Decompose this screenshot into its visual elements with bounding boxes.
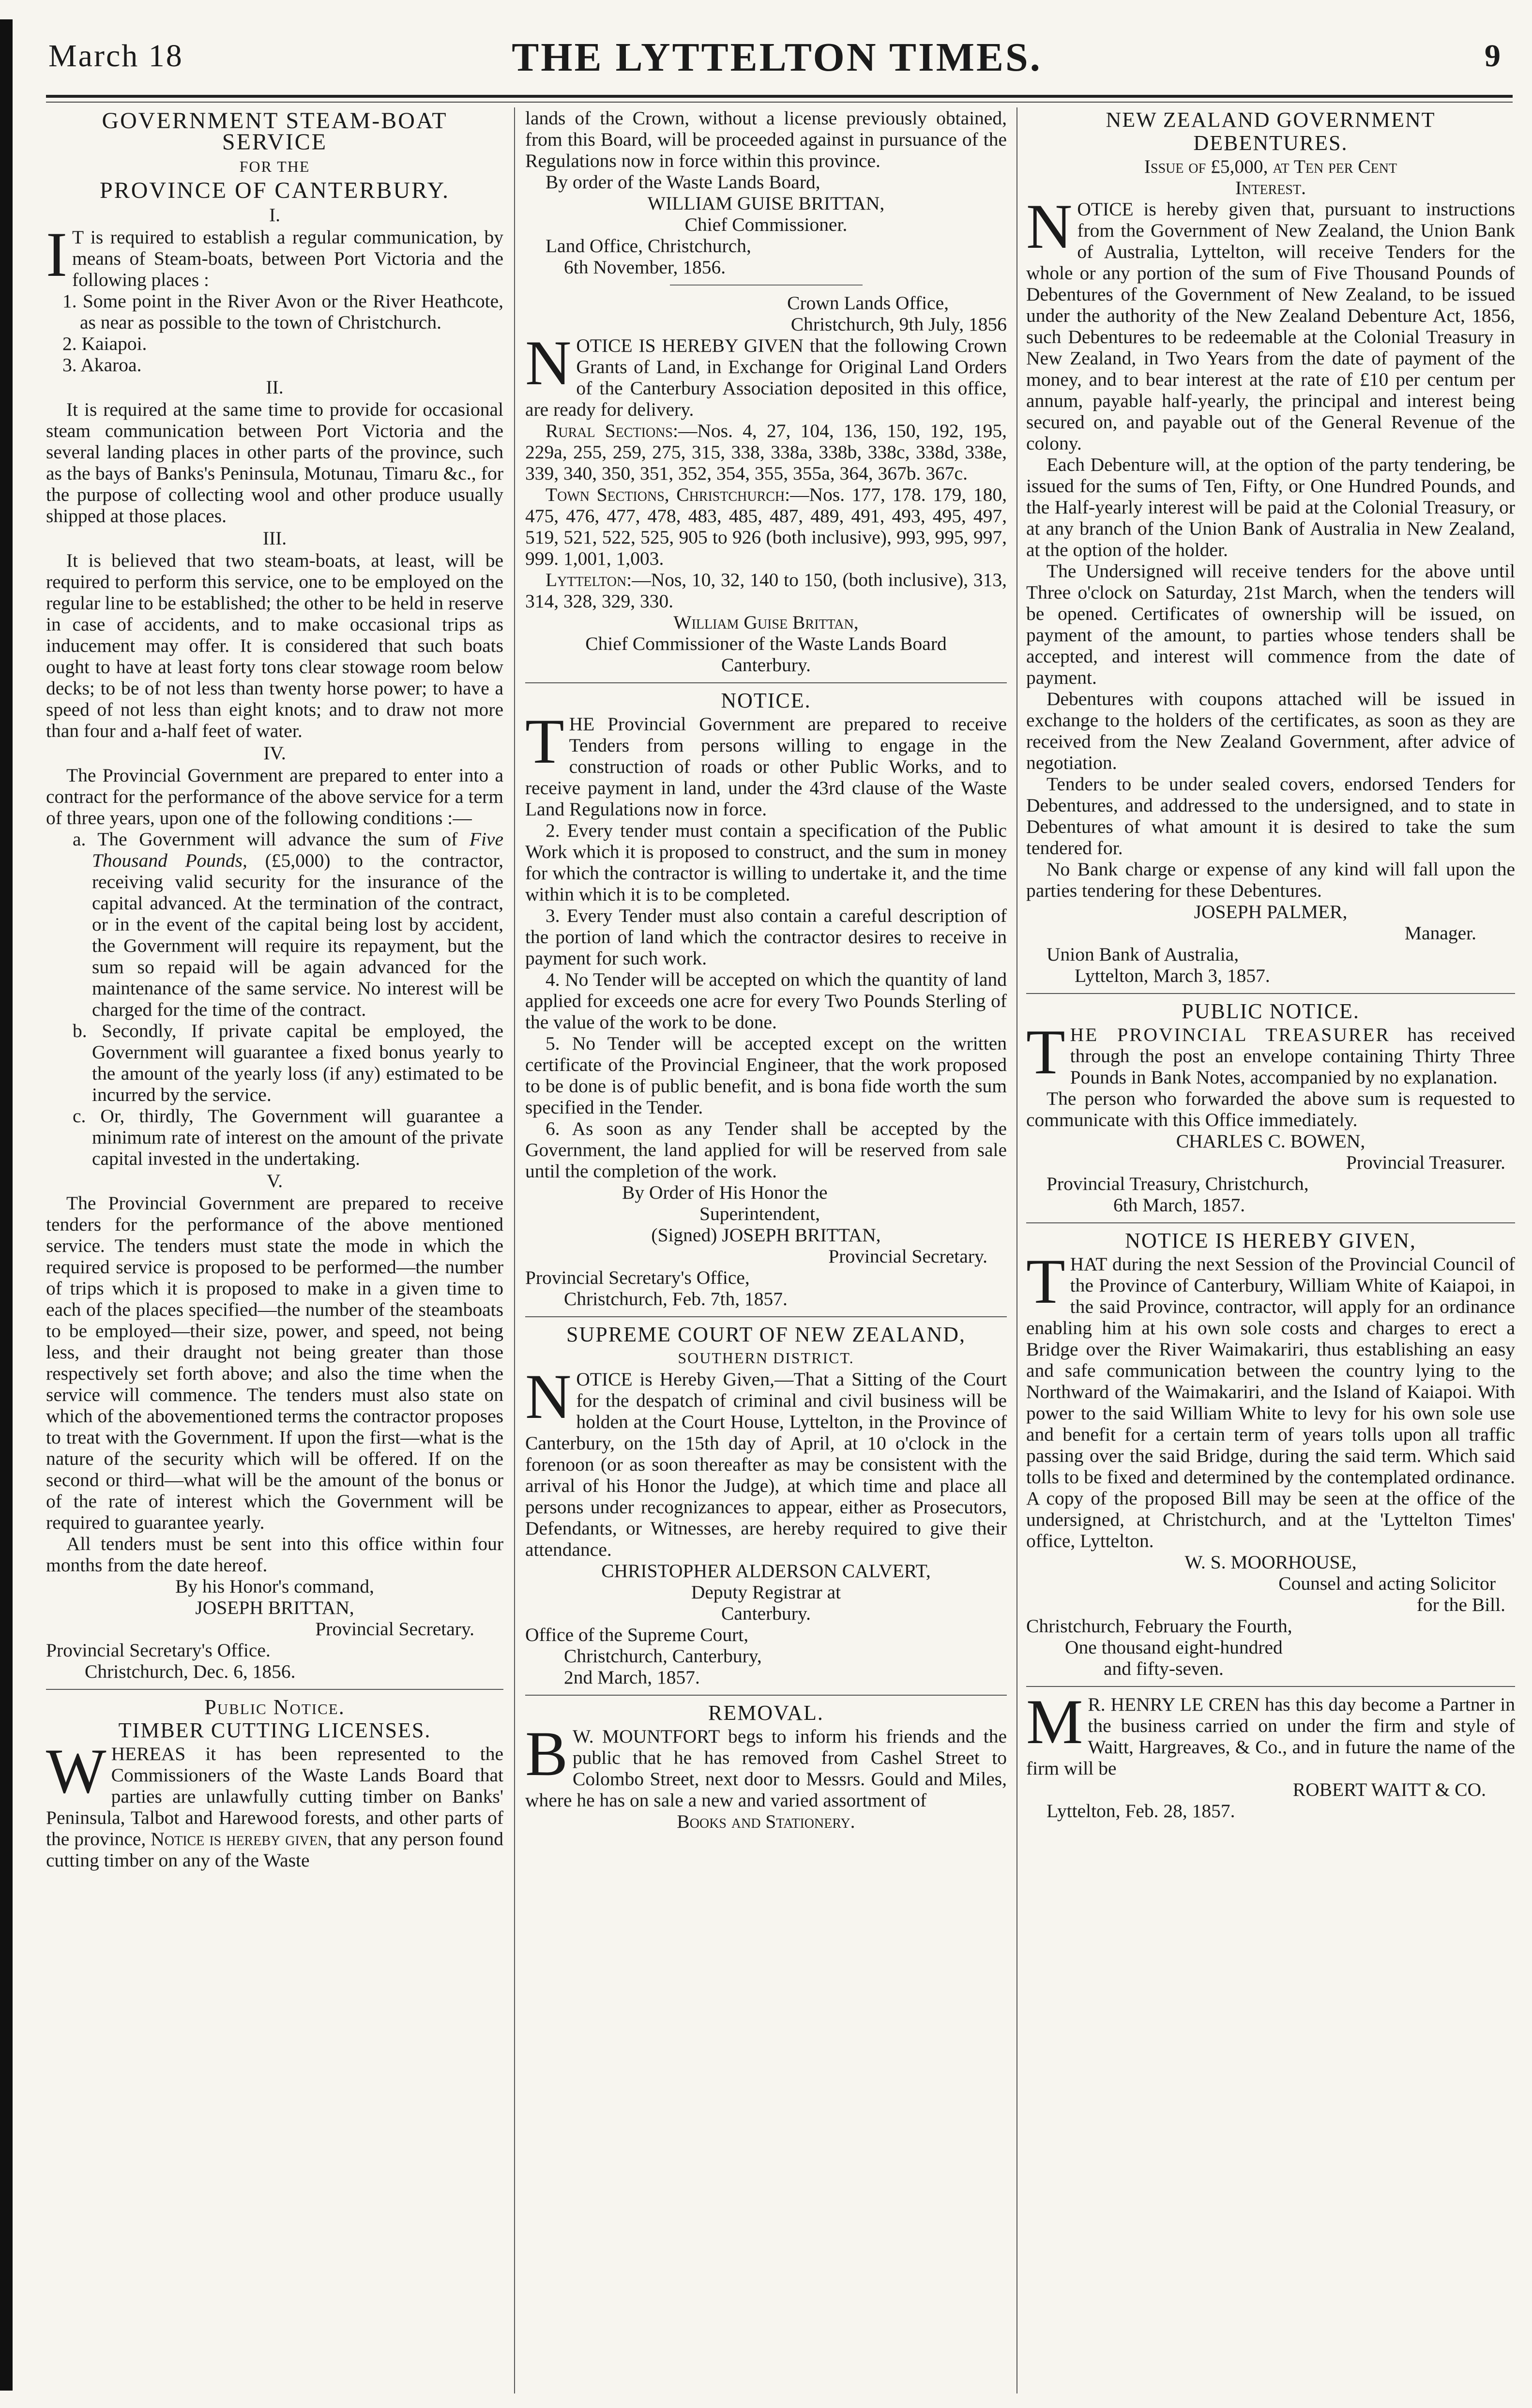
date-line: and fifty-seven. bbox=[1104, 1658, 1224, 1679]
section-number: I. bbox=[269, 204, 281, 226]
signer-title: Provincial Secretary. bbox=[315, 1618, 474, 1640]
paragraph: 6. As soon as any Tender shall be accepted by the Government, the land applied for will be reserved from sale until the completion of the work. bbox=[525, 1118, 1007, 1182]
column-3 bbox=[1026, 107, 1515, 2398]
firm-name: ROBERT WAITT & CO. bbox=[1292, 1779, 1486, 1800]
signer-name: WILLIAM GUISE BRITTAN, bbox=[647, 193, 885, 214]
notice-separator bbox=[525, 682, 1007, 683]
date-line: One thousand eight-hundred bbox=[1065, 1637, 1283, 1658]
section-numbers: :—Nos. 177, 178. 179, 180, 475, 476, 477, 478, 483, 485, 487, 489, 491, 493, 495, 497, 519, 521, 522, 525, 905 to 926 (both inclusive), 993, 995, 997, 999. 1,001, 1,003. bbox=[525, 484, 1007, 569]
town-sections bbox=[525, 484, 1007, 569]
page-edge-shadow bbox=[0, 19, 13, 2391]
condition-sum: Five Thousand Pounds, bbox=[92, 828, 503, 871]
column-divider bbox=[514, 107, 515, 2393]
signer-name: William Guise Brittan, bbox=[673, 612, 859, 633]
authority-line: By Order of His Honor the bbox=[622, 1182, 828, 1203]
authority-line: Superintendent, bbox=[699, 1203, 820, 1224]
section-number: III. bbox=[262, 527, 287, 549]
paragraph: that any person found cutting timber on any of the Waste bbox=[46, 1828, 503, 1871]
paragraph: HAT during the next Session of the Provincial Council of the Province of Canterbury, William White of Kaiapoi, in the said Province, contractor, will apply for an ordinance enabling him at his own sole costs and charges to erect a Bridge over the River Waimakariri, thus establishing an easy and safe communication between the country lying to the Northward of the Waimakariri, and the Island of Kaiapoi. With power to the said William White to levy for his own sole use and benefit for a certain term of years tolls upon all traffic passing over the said Bridge, during the said term. Which said tolls to be fixed and determined by the contemplated ordinance. A copy of the proposed Bill may be seen at the office of the undersigned, at Christchurch, and at the 'Lyttelton Times' office, Lyttelton. bbox=[1026, 1253, 1515, 1551]
column-2 bbox=[525, 107, 1007, 2398]
signer-name: JOSEPH PALMER, bbox=[1194, 901, 1348, 922]
notice-separator bbox=[525, 1316, 1007, 1317]
date-line: Christchurch, Dec. 6, 1856. bbox=[85, 1661, 296, 1682]
paragraph: 3. Every Tender must also contain a careful description of the portion of land which the contractor desires to receive in payment for such work. bbox=[525, 905, 1007, 969]
drop-cap: B bbox=[525, 1718, 568, 1789]
paragraph: 5. No Tender will be accepted except on the written certificate of the Provincial Engineer, that the work proposed to be done is of public benefit, and is bona fide worth the sum specified in the Tender. bbox=[525, 1033, 1007, 1118]
drop-cap: T bbox=[1026, 1246, 1065, 1317]
date-line: Lyttelton, Feb. 28, 1857. bbox=[1047, 1800, 1235, 1821]
notice-title: NOTICE. bbox=[721, 689, 811, 712]
office-place: Christchurch, Canterbury, bbox=[564, 1645, 762, 1667]
signer-name: W. S. MOORHOUSE, bbox=[1184, 1551, 1357, 1573]
public-works-notice bbox=[525, 690, 1007, 1309]
notice-title: TIMBER CUTTING LICENSES. bbox=[118, 1718, 431, 1742]
office-line: Union Bank of Australia, bbox=[1047, 944, 1239, 965]
office-line: Provincial Secretary's Office, bbox=[525, 1267, 750, 1288]
office-line: Provincial Secretary's Office. bbox=[46, 1640, 271, 1661]
date-line: 6th November, 1856. bbox=[564, 256, 726, 278]
notice-separator bbox=[46, 1689, 503, 1690]
paragraph: The Provincial Government are prepared to enter into a contract for the performance of the above service for a term of three years, upon one of the following conditions :— bbox=[46, 765, 503, 828]
notice-title: REMOVAL. bbox=[708, 1701, 824, 1725]
paragraph: W. MOUNTFORT begs to inform his friends and the public that he has removed from Cashel Street to Colombo Street, next door to Messrs. Gould and Miles, where he has on sale a new and varied assortment of bbox=[525, 1726, 1007, 1811]
notice-subtitle: Interest. bbox=[1235, 177, 1306, 198]
column-divider bbox=[1016, 107, 1017, 2393]
steamboat-notice bbox=[46, 110, 503, 1682]
timber-notice bbox=[46, 1697, 503, 1871]
notice-title: NOTICE IS HEREBY GIVEN, bbox=[1125, 1229, 1416, 1252]
notice-separator bbox=[670, 285, 863, 286]
signer-name: CHRISTOPHER ALDERSON CALVERT, bbox=[601, 1560, 931, 1581]
notice-title: SUPREME COURT OF NEW ZEALAND, bbox=[566, 1323, 966, 1346]
signer-title: Deputy Registrar at bbox=[691, 1581, 841, 1603]
masthead bbox=[44, 34, 1510, 94]
date-line: Lyttelton, March 3, 1857. bbox=[1075, 965, 1270, 986]
notice-title: GOVERNMENT STEAM-BOAT SERVICE bbox=[102, 108, 448, 155]
notice-subtitle: Issue of £5,000, at Ten per Cent bbox=[1144, 156, 1397, 177]
paragraph: OTICE IS HEREBY GIVEN that the following Crown Grants of Land, in Exchange for Original Land Orders of the Canterbury Association deposited in this office, are ready for delivery. bbox=[525, 335, 1007, 420]
authority-line: By order of the Waste Lands Board, bbox=[546, 171, 820, 193]
notice-separator bbox=[1026, 993, 1515, 994]
condition-b: b. Secondly, If private capital be employed, the Government will guarantee a fixed bonus yearly to the amount of the yearly loss (if any) estimated to be incurred by the service. bbox=[73, 1020, 503, 1105]
signer-title: Chief Commissioner of the Waste Lands Board bbox=[585, 633, 947, 654]
notice-footer: Books and Stationery. bbox=[677, 1811, 855, 1832]
removal-notice bbox=[525, 1702, 1007, 1832]
drop-cap: T bbox=[525, 706, 564, 777]
signer-title: Counsel and acting Solicitor bbox=[1278, 1573, 1496, 1594]
paragraph: It is required at the same time to provide for occasional steam communication between Port Victoria and the several landing places in other parts of the province, such as the bays of Banks's Peninsula, Motunau, Timaru &c., for the purpose of collecting wool and other produce usually shipped at those places. bbox=[46, 399, 503, 527]
signer-name: (Signed) JOSEPH BRITTAN, bbox=[651, 1224, 881, 1246]
list-item: 1. Some point in the River Avon or the River Heathcote, as near as possible to the town of Christchurch. bbox=[62, 290, 503, 333]
signer-title: for the Bill. bbox=[1416, 1594, 1505, 1615]
condition-text: a. The Government will advance the sum of bbox=[73, 828, 470, 850]
paragraph: The person who forwarded the above sum is requested to communicate with this Office immediately. bbox=[1026, 1088, 1515, 1130]
condition-text: (£5,000) to the contractor, receiving valid security for the insurance of the capital advanced. At the termination of the contract, or in the event of the capital being lost by accident, the Government will require its repayment, but the sum so repaid will be again advanced for the maintenance of the same service. No interest will be charged for the time of the contract. bbox=[92, 850, 504, 1020]
notice-phrase: Notice is hereby given, bbox=[151, 1828, 333, 1850]
notice-separator bbox=[1026, 1222, 1515, 1223]
paragraph: Debentures with coupons attached will be issued in exchange to the holders of the certificates, as soon as they are received from the New Zealand Government, after advice of negotiation. bbox=[1026, 688, 1515, 773]
drop-cap: W bbox=[46, 1735, 106, 1806]
paragraph: Each Debenture will, at the option of the party tendering, be issued for the sums of Ten, Fifty, or One Hundred Pounds, and the Half-yearly interest will be paid at the Colonial Treasury, or at any branch of the Union Bank of Australia in New Zealand, at the option of the holder. bbox=[1026, 454, 1515, 560]
office-line: Land Office, Christchurch, bbox=[546, 235, 751, 256]
paragraph: OTICE is Hereby Given,—That a Sitting of the Court for the despatch of criminal and civil business will be holden at the Court House, Lyttelton, in the Province of Canterbury, on the 15th day of April, at 10 o'clock in the forenoon (or as soon thereafter as may be consistent with the arrival of his Honor the Judge), at which time and place all persons under recognizances to appear, either as Prosecutors, Defendants, or Witnesses, are hereby required to give their attendance. bbox=[525, 1369, 1007, 1560]
paragraph: All tenders must be sent into this office within four months from the date hereof. bbox=[46, 1533, 503, 1576]
list-item: 2. Kaiapoi. bbox=[62, 333, 147, 354]
signer-title: Provincial Secretary. bbox=[828, 1246, 987, 1267]
notice-title: DEBENTURES. bbox=[1193, 131, 1348, 155]
section-numbers: :—Nos. 4, 27, 104, 136, 150, 192, 195, 229a, 255, 259, 275, 315, 338, 338a, 338b, 338c, 338d, 338e, 339, 340, 350, 351, 352, 354, 355, 355a, 364, 367b. 367c. bbox=[525, 420, 1007, 484]
paragraph: 4. No Tender will be accepted on which the quantity of land applied for exceeds one acre for every Two Pounds Sterling of the value of the work to be done. bbox=[525, 969, 1007, 1033]
section-number: IV. bbox=[263, 742, 286, 764]
notice-province: PROVINCE OF CANTERBURY. bbox=[100, 178, 450, 203]
list-item: 3. Akaroa. bbox=[62, 354, 142, 376]
crown-lands-notice bbox=[525, 292, 1007, 676]
debentures-notice bbox=[1026, 109, 1515, 986]
bridge-notice bbox=[1026, 1230, 1515, 1679]
signer-name: CHARLES C. BOWEN, bbox=[1176, 1130, 1365, 1152]
section-number: II. bbox=[266, 376, 284, 398]
partnership-notice bbox=[1026, 1686, 1515, 1821]
section-numbers: :—Nos, 10, 32, 140 to 150, (both inclusive), 313, 314, 328, 329, 330. bbox=[525, 569, 1007, 612]
notice-subtitle: SOUTHERN DISTRICT. bbox=[678, 1349, 854, 1367]
signer-place: Canterbury. bbox=[721, 1603, 811, 1624]
date-line: 2nd March, 1857. bbox=[564, 1667, 700, 1688]
condition-a bbox=[46, 828, 503, 1020]
newspaper-title: THE LYTTELTON TIMES. bbox=[512, 35, 1042, 80]
signer-name: JOSEPH BRITTAN, bbox=[195, 1597, 354, 1618]
section-label: Town Sections, Christchurch bbox=[546, 484, 785, 505]
masthead-rule bbox=[46, 95, 1513, 98]
paragraph: 2. Every tender must contain a specification of the Public Work which it is proposed to construct, and the sum in money for which the contractor is willing to undertake it, and the time within which it is to be completed. bbox=[525, 820, 1007, 905]
signer-place: Canterbury. bbox=[721, 654, 811, 676]
lyttelton-sections bbox=[525, 569, 1007, 612]
paragraph: lands of the Crown, without a license previously obtained, from this Board, will be proceeded against in pursuance of the Regulations now in force within this province. bbox=[525, 107, 1007, 171]
page-number: 9 bbox=[1485, 38, 1501, 74]
paragraph: Tenders to be under sealed covers, endorsed Tenders for Debentures, and addressed to the undersigned, and to state in Debentures of what amount it is desired to take the sum tendered for. bbox=[1026, 773, 1515, 858]
notice-title: PUBLIC NOTICE. bbox=[1182, 999, 1360, 1023]
notice-separator bbox=[525, 1695, 1007, 1696]
office-line: Crown Lands Office, bbox=[787, 292, 949, 314]
date-line: Christchurch, February the Fourth, bbox=[1026, 1615, 1292, 1637]
drop-cap: T bbox=[1026, 1016, 1065, 1087]
drop-cap: I bbox=[46, 219, 67, 290]
office-line: Provincial Treasury, Christchurch, bbox=[1047, 1173, 1309, 1194]
paragraph: The Undersigned will receive tenders for the above until Three o'clock on Saturday, 21st March, when the tenders will be opened. Certificates of ownership will be issued, on payment of the amount, to parties whose tenders shall be accepted, and interest will commence from the date of payment. bbox=[1026, 560, 1515, 688]
section-label: Rural Sections bbox=[546, 420, 673, 441]
lead-text: HE PROVINCIAL TREASURER bbox=[1070, 1024, 1390, 1045]
office-line: Office of the Supreme Court, bbox=[525, 1624, 749, 1645]
supreme-court-notice bbox=[525, 1324, 1007, 1688]
condition-c: c. Or, thirdly, The Government will guarantee a minimum rate of interest on the amount of the private capital invested in the undertaking. bbox=[73, 1105, 503, 1169]
paragraph: R. HENRY LE CREN has this day become a Partner in the business carried on under the firm and style of Waitt, Hargreaves, & Co., and in future the name of the firm will be bbox=[1026, 1694, 1515, 1779]
signer-title: Provincial Treasurer. bbox=[1346, 1152, 1505, 1173]
treasurer-notice bbox=[1026, 1001, 1515, 1216]
paragraph: No Bank charge or expense of any kind will fall upon the parties tendering for these Debentures. bbox=[1026, 858, 1515, 901]
issue-date: March 18 bbox=[48, 38, 183, 74]
date-line: Christchurch, Feb. 7th, 1857. bbox=[564, 1288, 788, 1309]
paragraph: has received through the post an envelope containing Thirty Three Pounds in Bank Notes, accompanied by no explanation. bbox=[1070, 1024, 1515, 1088]
notice-subtitle: FOR THE bbox=[239, 158, 310, 175]
drop-cap: N bbox=[525, 327, 572, 398]
authority-line: By his Honor's command, bbox=[175, 1576, 374, 1597]
paragraph: HE Provincial Government are prepared to receive Tenders from persons willing to engage in the construction of roads or other Public Works, and to receive payment in land, under the 43rd clause of the Waste Land Regulations now in force. bbox=[525, 713, 1007, 820]
paragraph: OTICE is hereby given that, pursuant to instructions from the Government of New Zealand, the Union Bank of Australia, Lyttelton, will receive Tenders for the whole or any portion of the sum of Five Thousand Pounds of Debentures of the Government of New Zealand, to be issued under the authority of the New Zealand Debenture Act, 1856, such Debentures to be redeemable at the Colonial Treasury in New Zealand, in Two Years from the date of payment of the money, and to bear interest at the rate of £10 per centum per annum, payable half-yearly, the principal and interest being secured on, and payable out of the General Revenue of the colony. bbox=[1026, 198, 1515, 454]
section-label: Lyttelton bbox=[546, 569, 627, 590]
column-1 bbox=[46, 107, 503, 2398]
paragraph: HEREAS it has been represented to the Commissioners of the Waste Lands Board that parties are unlawfully cutting timber on Banks' Peninsula, Talbot and Harewood forests, and other parts of the province, bbox=[46, 1743, 503, 1850]
date-line: 6th March, 1857. bbox=[1113, 1194, 1245, 1216]
masthead-rule-thin bbox=[46, 102, 1513, 103]
notice-title: NEW ZEALAND GOVERNMENT bbox=[1106, 108, 1436, 132]
signer-title: Manager. bbox=[1404, 922, 1476, 944]
drop-cap: M bbox=[1026, 1686, 1083, 1757]
rural-sections bbox=[525, 420, 1007, 484]
notice-label: Public Notice. bbox=[204, 1695, 345, 1719]
drop-cap: N bbox=[1026, 191, 1073, 262]
paragraph: The Provincial Government are prepared to receive tenders for the performance of the above mentioned service. The tenders must state the mode in which the required service is proposed to be performed—the number of trips which it is proposed to make in a given time to each of the places specified—the number of the steamboats to be employed—their size, power, and speed, not being less, and their draught not being greater than those respectively set forth above; and also the time when the service will commence. The tenders must also state on which of the abovementioned terms the contractor proposes to treat with the Government. If upon the first—what is the nature of the security which will be offered. If on the second or third—what will be the amount of the bonus or of the rate of interest which the Government will be required to guarantee yearly. bbox=[46, 1192, 503, 1533]
paragraph: It is believed that two steam-boats, at least, will be required to perform this service, one to be employed on the regular line to be established; the other to be held in reserve in case of accidents, and to make occasional trips as inducement may offer. It is considered that such boats ought to have at least forty tons clear stowage room below decks; to be of not less than twenty horse power; to have a speed of not less than eight knots; and to draw not more than four and a-half feet of water. bbox=[46, 550, 503, 741]
paragraph: T is required to establish a regular communication, by means of Steam-boats, between Port Victoria and the following places : bbox=[72, 226, 503, 290]
notice-separator bbox=[1026, 1686, 1515, 1687]
signer-title: Chief Commissioner. bbox=[684, 214, 848, 235]
drop-cap: N bbox=[525, 1361, 572, 1432]
section-number: V. bbox=[266, 1170, 283, 1191]
date-line: Christchurch, 9th July, 1856 bbox=[790, 314, 1007, 335]
